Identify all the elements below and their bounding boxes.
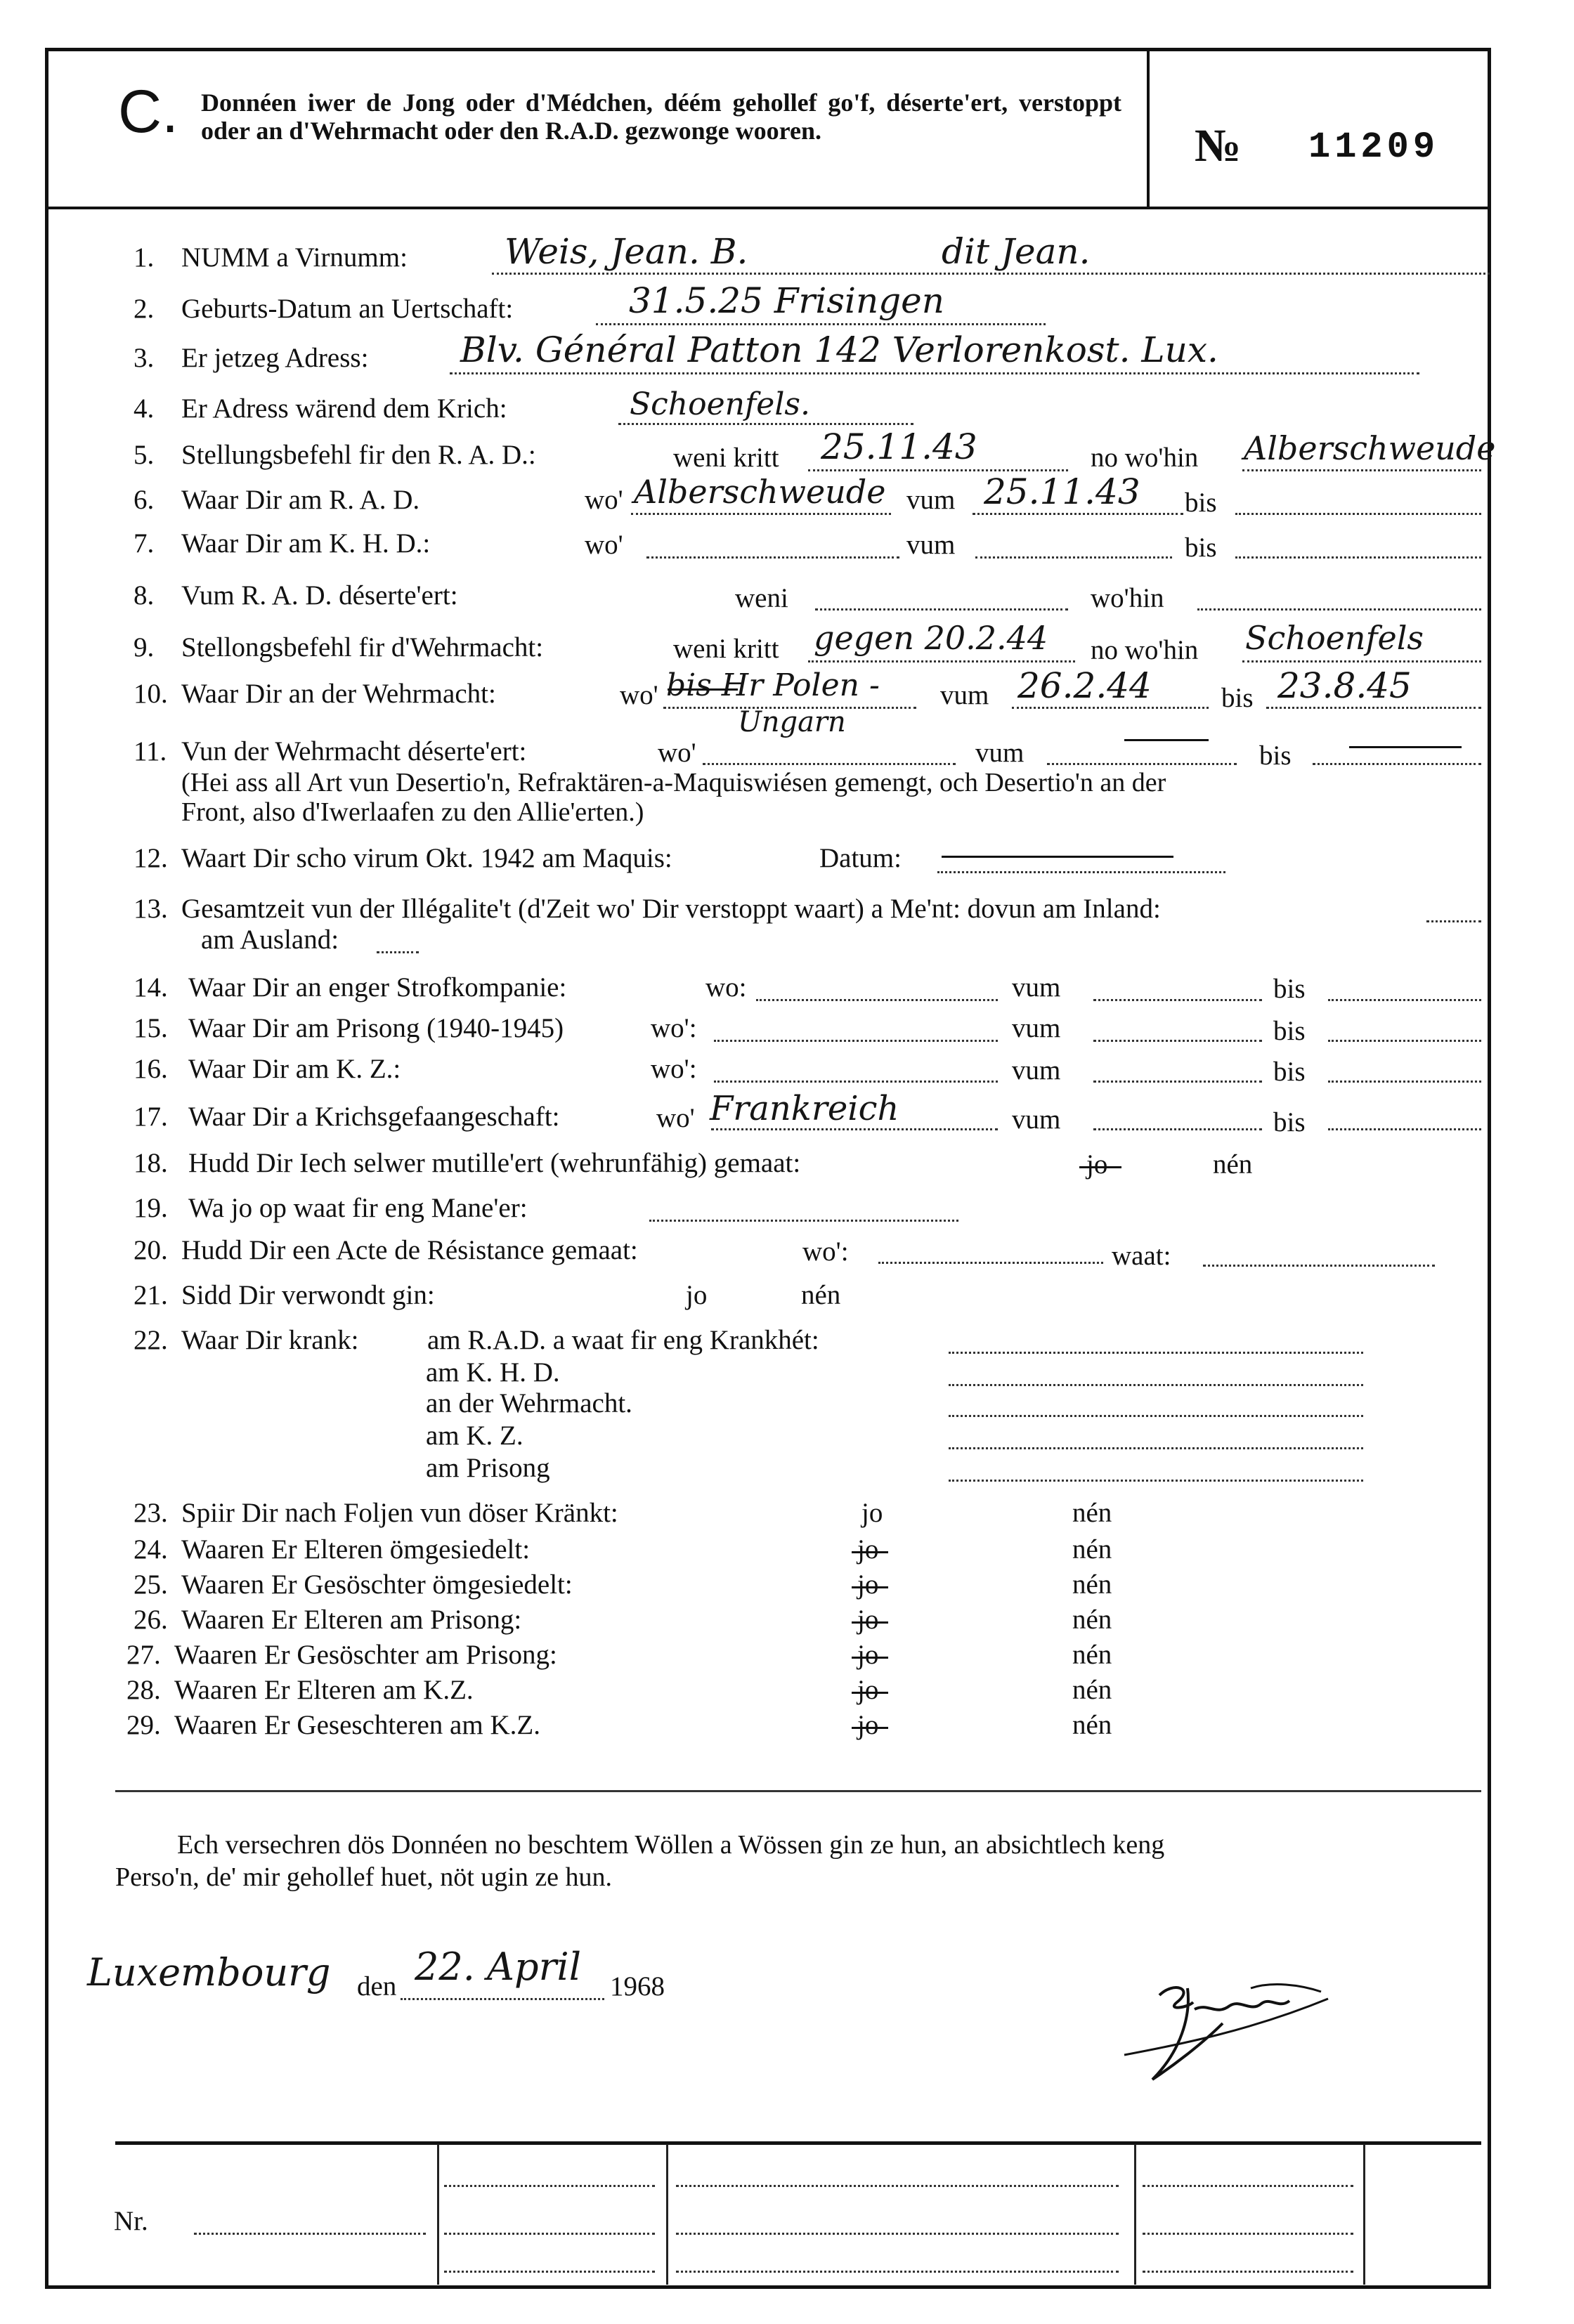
- q6-wo-line: [631, 513, 891, 515]
- footer-nr-line: [194, 2233, 426, 2235]
- footer-divider-1: [437, 2144, 439, 2285]
- signature-den: den: [357, 1971, 397, 2002]
- q9-wohin-label: no wo'hin: [1091, 635, 1199, 665]
- q14-number: 14.: [134, 972, 168, 1003]
- footer-col2-line-2: [676, 2233, 1119, 2235]
- q12-datum-line: [937, 871, 1225, 873]
- q23-number: 23.: [134, 1498, 168, 1528]
- q10-bis-answer: 23.8.45: [1277, 665, 1412, 706]
- q26-number: 26.: [134, 1605, 168, 1635]
- q5-weni-answer: 25.11.43: [821, 426, 977, 467]
- q7-vum-line: [975, 556, 1172, 559]
- q28-nen: nén: [1072, 1675, 1112, 1705]
- q16-wo-label: wo':: [651, 1054, 697, 1084]
- q25-nen: nén: [1072, 1569, 1112, 1600]
- q26-nen: nén: [1072, 1605, 1112, 1635]
- q6-wo-label: wo': [585, 485, 623, 515]
- q16-vum-label: vum: [1012, 1055, 1061, 1085]
- q27-number: 27.: [126, 1640, 161, 1670]
- q6-wo-answer: Alberschweude: [634, 473, 886, 511]
- q8-weni-label: weni: [735, 583, 788, 613]
- q22-line-prisong: [949, 1480, 1363, 1482]
- declaration-line-2: Perso'n, de' mir gehollef huet, nöt ugin ze hun.: [115, 1862, 613, 1892]
- q22-item-rad: am R.A.D. a waat fir eng Krankhét:: [427, 1325, 819, 1355]
- q6-number: 6.: [134, 485, 155, 515]
- q17-number: 17.: [134, 1102, 168, 1132]
- q22-line-khd: [949, 1384, 1363, 1386]
- q29-jo-strikeout: [852, 1727, 888, 1729]
- q5-weni-label: weni kritt: [673, 443, 779, 473]
- q9-wohin-answer: Schoenfels: [1245, 619, 1424, 657]
- q6-bis-label: bis: [1185, 488, 1217, 518]
- q10-wo-strikeout: [668, 688, 738, 691]
- signature-date-line: [401, 1998, 604, 2000]
- q23-jo: jo: [861, 1498, 883, 1528]
- q22-number: 22.: [134, 1325, 168, 1355]
- q16-bis-label: bis: [1273, 1057, 1306, 1087]
- q17-vum-label: vum: [1012, 1104, 1061, 1135]
- q1-line: [492, 273, 1490, 275]
- q21-jo: jo: [686, 1280, 708, 1310]
- q8-wohin-label: wo'hin: [1091, 583, 1164, 613]
- q25-jo: jo: [857, 1569, 879, 1600]
- q6-vum-line: [973, 513, 1183, 515]
- q12-datum-dash: [942, 856, 1173, 858]
- q24-label: Waaren Er Elteren ömgesiedelt:: [181, 1534, 531, 1565]
- declaration-line-1: Ech versechren dös Donnéen no beschtem Wöllen a Wössen gin ze hun, an absichtlech keng: [177, 1830, 1165, 1860]
- q22-line-kz: [949, 1447, 1363, 1449]
- footer-col1-line-3: [444, 2271, 655, 2273]
- q13-inland-line: [1426, 920, 1481, 922]
- declaration-separator: [115, 1790, 1481, 1792]
- q26-jo: jo: [857, 1605, 879, 1635]
- header-divider: [1147, 51, 1150, 207]
- q14-label: Waar Dir an enger Strofkompanie:: [188, 972, 567, 1003]
- q14-wo-label: wo:: [705, 972, 747, 1003]
- section-letter: C.: [118, 78, 178, 145]
- q25-label: Waaren Er Gesöschter ömgesiedelt:: [181, 1569, 573, 1600]
- q23-label: Spiir Dir nach Foljen vun döser Kränkt:: [181, 1498, 618, 1528]
- q11-vum-label: vum: [975, 738, 1025, 768]
- q17-label: Waar Dir a Krichsgefaangeschaft:: [188, 1102, 560, 1132]
- q11-vum-line: [1047, 763, 1237, 765]
- q22-label: Waar Dir krank:: [181, 1325, 359, 1355]
- q15-bis-line: [1328, 1040, 1481, 1042]
- q6-label: Waar Dir am R. A. D.: [181, 485, 420, 515]
- q17-wo-line: [711, 1128, 998, 1130]
- q10-number: 10.: [134, 679, 168, 709]
- q11-vum-dash: [1124, 739, 1209, 741]
- q17-bis-line: [1328, 1128, 1481, 1130]
- q7-vum-label: vum: [906, 530, 956, 560]
- q18-number: 18.: [134, 1148, 168, 1178]
- q7-wo-line: [646, 556, 899, 559]
- q8-label: Vum R. A. D. déserte'ert:: [181, 580, 458, 611]
- q9-weni-line: [808, 660, 1075, 662]
- q10-wo-label: wo': [620, 680, 658, 710]
- q22-line-rad: [949, 1352, 1363, 1354]
- q15-vum-label: vum: [1012, 1013, 1061, 1043]
- footer-col3-line-1: [1143, 2185, 1353, 2187]
- q25-jo-strikeout: [852, 1586, 888, 1588]
- q24-jo: jo: [857, 1534, 879, 1565]
- q15-wo-label: wo':: [651, 1013, 697, 1043]
- footer-divider-4: [1363, 2144, 1365, 2285]
- q24-jo-strikeout: [852, 1551, 888, 1553]
- q9-weni-answer: gegen 20.2.44: [814, 619, 1048, 657]
- q17-vum-line: [1093, 1128, 1262, 1130]
- q6-bis-line: [1235, 513, 1481, 515]
- q10-vum-line: [1012, 707, 1209, 709]
- q14-bis-label: bis: [1273, 974, 1306, 1004]
- q13-ausland-label: am Ausland:: [201, 925, 339, 955]
- footer-col3-line-2: [1143, 2233, 1353, 2235]
- q12-label: Waart Dir scho virum Okt. 1942 am Maquis:: [181, 843, 672, 873]
- q13-number: 13.: [134, 894, 168, 924]
- form-number: 11209: [1308, 126, 1440, 168]
- form-title: Donnéen iwer de Jong oder d'Médchen, déém gehollef go'f, déserte'ert, verstoppt oder an d'Wehrmacht oder den R.A.D. gezwonge wooren.: [201, 89, 1121, 145]
- q4-label: Er Adress wärend dem Krich:: [181, 393, 507, 424]
- footer-divider-2: [666, 2144, 668, 2285]
- q7-number: 7.: [134, 528, 155, 559]
- q2-answer: 31.5.25 Frisingen: [629, 280, 944, 321]
- q8-weni-line: [815, 608, 1068, 611]
- q9-label: Stellongsbefehl fir d'Wehrmacht:: [181, 632, 544, 662]
- q5-label: Stellungsbefehl fir den R. A. D.:: [181, 440, 536, 470]
- q26-label: Waaren Er Elteren am Prisong:: [181, 1605, 522, 1635]
- q27-nen: nén: [1072, 1640, 1112, 1670]
- q18-label: Hudd Dir Iech selwer mutille'ert (wehrunfähig) gemaat:: [188, 1148, 801, 1178]
- footer-col2-line-3: [676, 2271, 1119, 2273]
- footer-divider-3: [1134, 2144, 1136, 2285]
- q8-wohin-line: [1197, 608, 1481, 611]
- q3-label: Er jetzeg Adress:: [181, 343, 369, 373]
- q11-number: 11.: [134, 736, 167, 766]
- q29-nen: nén: [1072, 1710, 1112, 1740]
- q10-vum-label: vum: [940, 680, 989, 710]
- q11-wo-line: [703, 763, 956, 765]
- footer-nr-label: Nr.: [114, 2206, 148, 2236]
- q27-jo-strikeout: [852, 1657, 888, 1659]
- q12-number: 12.: [134, 843, 168, 873]
- q27-jo: jo: [857, 1640, 879, 1670]
- q18-jo-strikeout: [1079, 1166, 1121, 1168]
- q10-wo-answer-2: Ungarn: [738, 706, 846, 738]
- q18-jo: jo: [1086, 1149, 1108, 1180]
- q24-number: 24.: [134, 1534, 168, 1565]
- footer-col3-line-3: [1143, 2271, 1353, 2273]
- q5-wohin-line: [1242, 469, 1481, 471]
- q16-vum-line: [1093, 1081, 1262, 1083]
- q1-answer-alias: dit Jean.: [942, 231, 1091, 272]
- q14-vum-line: [1093, 999, 1262, 1001]
- q21-nen: nén: [801, 1280, 841, 1310]
- q14-wo-line: [756, 999, 998, 1001]
- q24-nen: nén: [1072, 1534, 1112, 1565]
- q12-datum-label: Datum:: [819, 843, 902, 873]
- q11-bis-line: [1313, 763, 1481, 765]
- signature-place: Luxembourg: [87, 1950, 331, 1995]
- q15-vum-line: [1093, 1040, 1262, 1042]
- q9-weni-label: weni kritt: [673, 634, 779, 664]
- q21-number: 21.: [134, 1280, 168, 1310]
- footer-top-rule: [115, 2141, 1481, 2145]
- q19-number: 19.: [134, 1193, 168, 1223]
- q4-number: 4.: [134, 393, 155, 424]
- q10-wo-answer: bis Hr Polen -: [666, 667, 880, 703]
- number-sign: №: [1195, 120, 1242, 171]
- q17-wo-answer: Frankreich: [710, 1089, 899, 1128]
- q2-line: [596, 323, 1046, 325]
- header-bottom-rule: [45, 207, 1491, 209]
- q10-vum-answer: 26.2.44: [1017, 665, 1152, 706]
- q19-line: [649, 1220, 958, 1222]
- q1-answer-name: Weis, Jean. B.: [505, 231, 748, 272]
- q13-label: Gesamtzeit vun der Illégalite't (d'Zeit wo' Dir verstoppt waart) a Me'nt: dovun am Inland:: [181, 894, 1161, 924]
- q11-note-2: Front, also d'Iwerlaafen zu den Allie'erten.): [181, 797, 644, 827]
- q15-number: 15.: [134, 1013, 168, 1043]
- q2-label: Geburts-Datum an Uertschaft:: [181, 294, 514, 324]
- signature-year: 1968: [610, 1971, 665, 2002]
- q20-waat-label: waat:: [1112, 1241, 1171, 1271]
- q19-label: Wa jo op waat fir eng Mane'er:: [188, 1193, 528, 1223]
- q26-jo-strikeout: [852, 1621, 888, 1624]
- q22-item-prisong: am Prisong: [426, 1453, 550, 1483]
- q13-ausland-line: [377, 951, 419, 953]
- q10-bis-line: [1266, 707, 1481, 709]
- q11-wo-label: wo': [658, 738, 696, 768]
- q8-number: 8.: [134, 580, 155, 611]
- q25-number: 25.: [134, 1569, 168, 1600]
- q21-label: Sidd Dir verwondt gin:: [181, 1280, 435, 1310]
- q7-label: Waar Dir am K. H. D.:: [181, 528, 431, 559]
- q10-bis-label: bis: [1221, 683, 1254, 713]
- q15-bis-label: bis: [1273, 1016, 1306, 1046]
- q6-vum-label: vum: [906, 485, 956, 515]
- q11-bis-label: bis: [1259, 740, 1292, 771]
- q23-nen: nén: [1072, 1498, 1112, 1528]
- q20-wo-line: [878, 1262, 1103, 1264]
- q18-nen: nén: [1213, 1149, 1253, 1180]
- q6-vum-answer: 25.11.43: [984, 471, 1140, 512]
- q3-line: [450, 372, 1419, 374]
- q11-bis-dash: [1349, 746, 1462, 748]
- q22-line-wehrmacht: [949, 1415, 1363, 1417]
- q15-label: Waar Dir am Prisong (1940-1945): [188, 1013, 564, 1043]
- footer-col1-line-2: [444, 2233, 655, 2235]
- q7-bis-label: bis: [1185, 533, 1217, 563]
- q11-note-1: (Hei ass all Art vun Desertio'n, Refraktären-a-Maquiswiésen gemengt, och Desertio'n an der: [181, 768, 1166, 797]
- q16-wo-line: [714, 1081, 998, 1083]
- q28-number: 28.: [126, 1675, 161, 1705]
- footer-col2-line-1: [676, 2185, 1119, 2187]
- q28-jo-strikeout: [852, 1692, 888, 1694]
- q16-label: Waar Dir am K. Z.:: [188, 1054, 401, 1084]
- q22-item-khd: am K. H. D.: [426, 1357, 560, 1388]
- q17-wo-label: wo': [656, 1103, 695, 1133]
- q22-item-kz: am K. Z.: [426, 1421, 523, 1451]
- q29-number: 29.: [126, 1710, 161, 1740]
- q2-number: 2.: [134, 294, 155, 324]
- q27-label: Waaren Er Gesöschter am Prisong:: [174, 1640, 557, 1670]
- q29-jo: jo: [857, 1710, 879, 1740]
- q29-label: Waaren Er Geseschteren am K.Z.: [174, 1710, 540, 1740]
- q10-label: Waar Dir an der Wehrmacht:: [181, 679, 496, 709]
- q28-label: Waaren Er Elteren am K.Z.: [174, 1675, 474, 1705]
- q3-answer: Blv. Général Patton 142 Verlorenkost. Lux.: [460, 329, 1218, 370]
- q11-label: Vun der Wehrmacht déserte'ert:: [181, 736, 527, 766]
- q3-number: 3.: [134, 343, 155, 373]
- q20-waat-line: [1203, 1265, 1435, 1267]
- q5-wohin-answer: Alberschweude: [1244, 429, 1496, 467]
- footer-col1-line-1: [444, 2185, 655, 2187]
- q17-bis-label: bis: [1273, 1107, 1306, 1137]
- handwritten-signature: [1110, 1960, 1342, 2094]
- q9-number: 9.: [134, 632, 155, 662]
- q22-item-wehrmacht: an der Wehrmacht.: [426, 1388, 632, 1418]
- q7-wo-label: wo': [585, 530, 623, 560]
- q1-label: NUMM a Virnumm:: [181, 242, 408, 273]
- q16-bis-line: [1328, 1081, 1481, 1083]
- q7-bis-line: [1235, 556, 1481, 559]
- q14-bis-line: [1328, 999, 1481, 1001]
- q20-label: Hudd Dir een Acte de Résistance gemaat:: [181, 1235, 638, 1265]
- q4-answer: Schoenfels.: [630, 386, 810, 422]
- q1-number: 1.: [134, 242, 155, 273]
- q16-number: 16.: [134, 1054, 168, 1084]
- q5-wohin-label: no wo'hin: [1091, 443, 1199, 473]
- signature-day-month: 22. April: [415, 1945, 581, 1989]
- q9-wohin-line: [1242, 660, 1481, 662]
- q20-number: 20.: [134, 1235, 168, 1265]
- q14-vum-label: vum: [1012, 972, 1061, 1003]
- q15-wo-line: [714, 1040, 998, 1042]
- q20-wo-label: wo':: [802, 1236, 849, 1267]
- q28-jo: jo: [857, 1675, 879, 1705]
- q5-number: 5.: [134, 440, 155, 470]
